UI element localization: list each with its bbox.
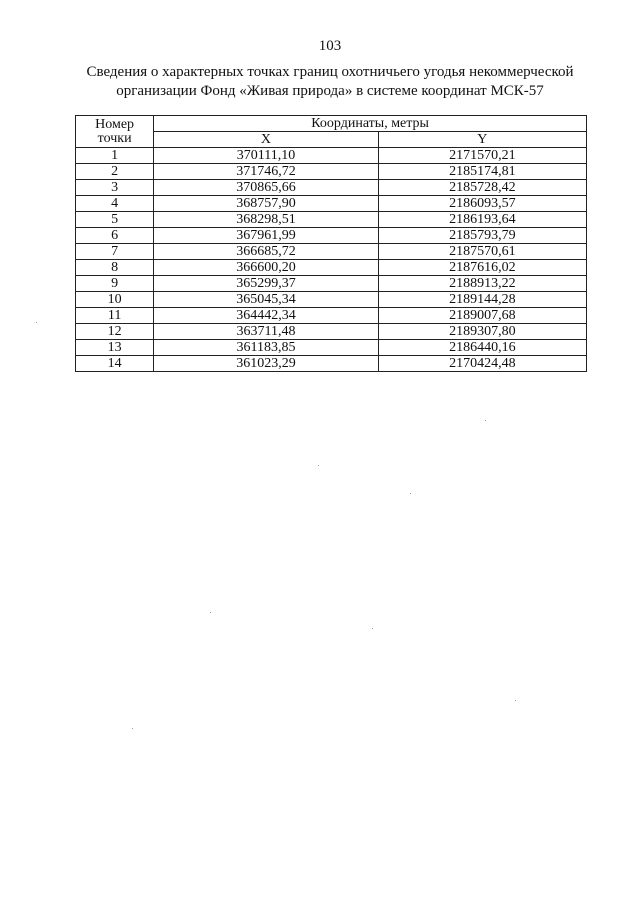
cell-point-number: 3: [76, 180, 154, 196]
coordinates-table: [75, 115, 587, 372]
table-row: [76, 292, 587, 308]
cell-y: 2187570,61: [378, 244, 586, 260]
cell-point-number: 5: [76, 212, 154, 228]
scan-speck: [410, 493, 411, 494]
cell-point-number: 7: [76, 244, 154, 260]
cell-y: 2185174,81: [378, 164, 586, 180]
header-point-number: [76, 116, 154, 148]
table-row: [76, 356, 587, 372]
table-row: [76, 324, 587, 340]
scan-speck: [132, 728, 133, 729]
cell-y: 2185728,42: [378, 180, 586, 196]
table-row: [76, 244, 587, 260]
document-title-line-2: организации Фонд «Живая природа» в системе координат МСК-57: [116, 83, 544, 99]
table-row: [76, 276, 587, 292]
document-title: [60, 63, 600, 101]
cell-x: 361183,85: [154, 340, 379, 356]
header-point-number-line-2: точки: [97, 130, 132, 146]
cell-point-number: 6: [76, 228, 154, 244]
cell-x: 370865,66: [154, 180, 379, 196]
cell-x: 368298,51: [154, 212, 379, 228]
cell-y: 2189144,28: [378, 292, 586, 308]
cell-point-number: 13: [76, 340, 154, 356]
cell-point-number: 4: [76, 196, 154, 212]
table-row: [76, 196, 587, 212]
page-number: 103: [318, 38, 342, 54]
scan-speck: [210, 612, 211, 613]
cell-point-number: 1: [76, 148, 154, 164]
cell-y: 2186193,64: [378, 212, 586, 228]
cell-x: 365045,34: [154, 292, 379, 308]
scan-speck: [485, 420, 486, 421]
cell-x: 361023,29: [154, 356, 379, 372]
table-header-row-1: [76, 116, 587, 132]
cell-y: 2189007,68: [378, 308, 586, 324]
cell-point-number: 8: [76, 260, 154, 276]
cell-x: 371746,72: [154, 164, 379, 180]
cell-x: 367961,99: [154, 228, 379, 244]
header-x: X: [154, 132, 379, 148]
table-row: [76, 228, 587, 244]
header-y: Y: [378, 132, 586, 148]
table-row: [76, 212, 587, 228]
table-row: [76, 180, 587, 196]
cell-x: 364442,34: [154, 308, 379, 324]
cell-y: 2186093,57: [378, 196, 586, 212]
scan-speck: [515, 700, 516, 701]
document-title-line-1: Сведения о характерных точках границ охотничьего угодья некоммерческой: [86, 64, 574, 80]
cell-x: 366600,20: [154, 260, 379, 276]
cell-point-number: 11: [76, 308, 154, 324]
cell-x: 365299,37: [154, 276, 379, 292]
cell-x: 368757,90: [154, 196, 379, 212]
cell-y: 2187616,02: [378, 260, 586, 276]
cell-x: 363711,48: [154, 324, 379, 340]
cell-y: 2185793,79: [378, 228, 586, 244]
table-row: [76, 148, 587, 164]
cell-point-number: 10: [76, 292, 154, 308]
cell-y: 2186440,16: [378, 340, 586, 356]
cell-point-number: 2: [76, 164, 154, 180]
table-row: [76, 260, 587, 276]
scan-speck: [318, 465, 319, 466]
cell-x: 366685,72: [154, 244, 379, 260]
table-row: [76, 164, 587, 180]
cell-y: 2170424,48: [378, 356, 586, 372]
table-row: [76, 340, 587, 356]
cell-y: 2171570,21: [378, 148, 586, 164]
cell-y: 2189307,80: [378, 324, 586, 340]
table-row: [76, 308, 587, 324]
table-body: [76, 148, 587, 372]
cell-y: 2188913,22: [378, 276, 586, 292]
cell-point-number: 14: [76, 356, 154, 372]
cell-point-number: 12: [76, 324, 154, 340]
scan-speck: [36, 322, 37, 323]
header-point-number-line-1: Номер: [95, 116, 135, 132]
header-coordinates: Координаты, метры: [154, 116, 587, 132]
cell-point-number: 9: [76, 276, 154, 292]
scan-speck: [372, 628, 373, 629]
cell-x: 370111,10: [154, 148, 379, 164]
